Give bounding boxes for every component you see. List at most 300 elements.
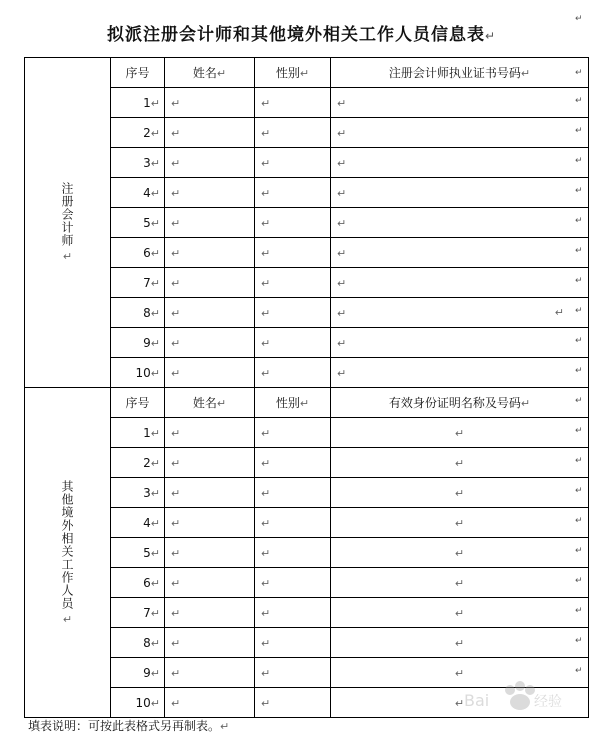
paragraph-mark-icon: ↵ [261, 216, 271, 230]
title-text: 拟派注册会计师和其他境外相关工作人员信息表 [106, 25, 485, 45]
empty-cell[interactable] [331, 238, 589, 268]
empty-cell[interactable] [165, 628, 255, 658]
cell-content [331, 96, 588, 110]
cell-content [331, 276, 588, 290]
cell-content [165, 156, 254, 170]
row-number: 8 [143, 305, 151, 320]
empty-cell[interactable] [255, 118, 331, 148]
paragraph-mark-icon: ↵ [261, 426, 271, 440]
row-number-cell [111, 208, 165, 238]
empty-cell[interactable] [165, 148, 255, 178]
paragraph-mark-icon: ↵ [261, 696, 271, 710]
row-number: 3 [143, 485, 151, 500]
row-number: 9 [143, 665, 151, 680]
cell-content [255, 696, 330, 710]
paragraph-mark-icon: ↵ [261, 246, 271, 260]
paragraph-mark-icon: ↵ [150, 516, 160, 530]
paragraph-mark-icon: ↵ [171, 696, 181, 710]
cell-content [255, 246, 330, 260]
empty-cell[interactable] [165, 208, 255, 238]
paragraph-mark-icon: ↵ [575, 126, 583, 136]
cell-content [165, 96, 254, 110]
paragraph-mark-icon: ↵ [575, 636, 583, 646]
page-title [0, 20, 603, 45]
paragraph-mark-icon: ↵ [454, 486, 465, 500]
section-label: 其他境外相关工作人员 [60, 479, 74, 610]
paragraph-mark-icon: ↵ [261, 336, 271, 350]
row-number-cell [111, 148, 165, 178]
cell-content [165, 426, 254, 440]
paragraph-mark-icon: ↵ [575, 396, 583, 406]
column-header [331, 388, 589, 418]
cell-content [165, 486, 254, 500]
cell-content [255, 366, 330, 380]
column-header [165, 388, 255, 418]
column-header [255, 388, 331, 418]
paragraph-mark-icon: ↵ [575, 486, 583, 496]
empty-cell[interactable] [331, 328, 589, 358]
paragraph-mark-icon: ↵ [337, 216, 347, 230]
paragraph-mark-icon: ↵ [575, 576, 583, 586]
column-header-label: 性别 [275, 396, 300, 410]
paragraph-mark-icon: ↵ [150, 276, 160, 290]
row-number: 2 [143, 125, 151, 140]
paragraph-mark-icon: ↵ [454, 666, 465, 680]
column-header-label: 序号 [125, 396, 150, 410]
empty-cell[interactable] [255, 298, 331, 328]
empty-cell[interactable] [165, 448, 255, 478]
empty-cell[interactable] [165, 568, 255, 598]
empty-cell[interactable] [331, 118, 589, 148]
empty-cell[interactable] [331, 268, 589, 298]
paragraph-mark-icon: ↵ [299, 67, 310, 80]
empty-cell[interactable] [255, 88, 331, 118]
empty-cell[interactable] [165, 238, 255, 268]
paragraph-mark-icon: ↵ [171, 186, 181, 200]
paragraph-mark-icon: ↵ [261, 126, 271, 140]
row-number-cell [111, 268, 165, 298]
paragraph-mark-icon: ↵ [150, 456, 160, 470]
paragraph-mark-icon: ↵ [575, 96, 583, 106]
cell-content [255, 606, 330, 620]
paragraph-mark-icon: ↵ [575, 306, 583, 316]
paragraph-mark-icon: ↵ [150, 606, 160, 620]
cell-content [165, 276, 254, 290]
cell-content [255, 336, 330, 350]
empty-cell[interactable] [255, 598, 331, 628]
row-number-cell [111, 238, 165, 268]
paragraph-mark-icon: ↵ [171, 486, 181, 500]
footer-text: 填表说明：可按此表格式另再制表。 [28, 719, 221, 733]
column-header [165, 58, 255, 88]
row-number: 6 [143, 245, 151, 260]
empty-cell[interactable] [331, 358, 589, 388]
paragraph-mark-icon: ↵ [171, 366, 181, 380]
row-number: 9 [143, 335, 151, 350]
svg-text:Bai: Bai [464, 691, 490, 710]
paragraph-mark-icon: ↵ [261, 186, 271, 200]
column-header-label: 注册会计师执业证书号码 [388, 66, 521, 80]
cell-content [331, 516, 588, 530]
paragraph-mark-icon: ↵ [454, 426, 465, 440]
cell-content [165, 696, 254, 710]
paragraph-mark-icon: ↵ [337, 366, 347, 380]
table-header-row [25, 58, 589, 88]
row-number-cell [111, 598, 165, 628]
cell-content [331, 606, 588, 620]
paragraph-mark-icon: ↵ [261, 96, 271, 110]
cell-content [165, 516, 254, 530]
empty-cell[interactable] [255, 268, 331, 298]
row-number-cell [111, 358, 165, 388]
column-header-label: 姓名 [192, 66, 217, 80]
empty-cell[interactable] [165, 268, 255, 298]
paragraph-mark-icon: ↵ [261, 486, 271, 500]
paragraph-mark-icon: ↵ [150, 426, 160, 440]
row-number: 4 [143, 185, 151, 200]
empty-cell[interactable] [331, 448, 589, 478]
empty-cell[interactable] [255, 508, 331, 538]
paragraph-mark-icon: ↵ [454, 576, 465, 590]
column-header-label: 姓名 [192, 396, 217, 410]
paragraph-mark-icon: ↵ [261, 666, 271, 680]
empty-cell[interactable] [331, 418, 589, 448]
row-number-cell [111, 478, 165, 508]
paragraph-mark-icon: ↵ [575, 14, 583, 24]
cell-content [165, 216, 254, 230]
row-number: 5 [143, 215, 151, 230]
empty-cell[interactable] [165, 688, 255, 718]
cell-content [165, 576, 254, 590]
row-number-cell [111, 658, 165, 688]
cell-content [255, 576, 330, 590]
paragraph-mark-icon: ↵ [171, 606, 181, 620]
row-number: 8 [143, 635, 151, 650]
empty-cell[interactable] [255, 358, 331, 388]
cell-content [255, 636, 330, 650]
cell-content [165, 186, 254, 200]
empty-cell[interactable] [255, 448, 331, 478]
row-number: 4 [143, 515, 151, 530]
row-number: 7 [143, 275, 151, 290]
empty-cell[interactable] [331, 598, 589, 628]
paragraph-mark-icon: ↵ [454, 606, 465, 620]
row-number-cell [111, 298, 165, 328]
paragraph-mark-icon: ↵ [171, 246, 181, 260]
paragraph-mark-icon: ↵ [575, 336, 583, 346]
empty-cell[interactable] [255, 178, 331, 208]
cell-content [255, 216, 330, 230]
row-number: 5 [143, 545, 151, 560]
cell-content [165, 606, 254, 620]
paragraph-mark-icon: ↵ [171, 666, 181, 680]
paragraph-mark-icon: ↵ [337, 126, 347, 140]
cell-content [255, 276, 330, 290]
paragraph-mark-icon: ↵ [150, 246, 160, 260]
row-number: 7 [143, 605, 151, 620]
cell-content [331, 246, 588, 260]
column-header [111, 58, 165, 88]
paragraph-mark-icon: ↵ [150, 156, 160, 170]
empty-cell[interactable] [331, 88, 589, 118]
paragraph-mark-icon: ↵ [150, 696, 160, 710]
empty-cell[interactable] [255, 328, 331, 358]
empty-cell[interactable] [331, 298, 589, 328]
paragraph-mark-icon: ↵ [150, 306, 160, 320]
paragraph-mark-icon: ↵ [575, 246, 583, 256]
cell-content [331, 366, 588, 380]
paragraph-mark-icon: ↵ [575, 426, 583, 436]
empty-cell[interactable] [255, 238, 331, 268]
cell-content [331, 426, 588, 440]
paragraph-mark-icon: ↵ [575, 156, 583, 166]
cell-content [165, 306, 254, 320]
paragraph-mark-icon: ↵ [575, 666, 583, 676]
paragraph-mark-icon: ↵ [216, 397, 227, 410]
row-number-cell [111, 688, 165, 718]
paragraph-mark-icon: ↵ [171, 426, 181, 440]
paragraph-mark-icon: ↵ [261, 606, 271, 620]
empty-cell[interactable] [165, 178, 255, 208]
empty-cell[interactable] [165, 118, 255, 148]
empty-cell[interactable] [255, 418, 331, 448]
paragraph-mark-icon: ↵ [150, 636, 160, 650]
paragraph-mark-icon: ↵ [337, 156, 347, 170]
cell-content [255, 426, 330, 440]
paragraph-mark-icon: ↵ [171, 276, 181, 290]
paragraph-mark-icon: ↵ [454, 546, 465, 560]
cell-content [165, 126, 254, 140]
paragraph-mark-icon: ↵ [62, 250, 73, 263]
cell-content [331, 186, 588, 200]
paragraph-mark-icon: ↵ [171, 456, 181, 470]
cell-content [165, 456, 254, 470]
row-number: 1 [143, 425, 151, 440]
paragraph-mark-icon: ↵ [171, 516, 181, 530]
empty-cell[interactable] [255, 568, 331, 598]
paragraph-mark-icon: ↵ [520, 67, 531, 80]
empty-cell[interactable] [331, 628, 589, 658]
empty-cell[interactable] [165, 88, 255, 118]
cell-content [331, 636, 588, 650]
cell-content [165, 666, 254, 680]
empty-cell[interactable] [165, 478, 255, 508]
paragraph-mark-icon: ↵ [261, 276, 271, 290]
paragraph-mark-icon: ↵ [575, 546, 583, 556]
row-number-cell [111, 448, 165, 478]
column-header-label: 性别 [275, 66, 300, 80]
cell-content [165, 636, 254, 650]
cell-content [331, 126, 588, 140]
paragraph-mark-icon: ↵ [337, 186, 347, 200]
cell-content [331, 156, 588, 170]
empty-cell[interactable] [331, 508, 589, 538]
paragraph-mark-icon: ↵ [150, 96, 160, 110]
cell-content [331, 546, 588, 560]
section-label: 注册会计师 [60, 182, 74, 247]
paragraph-mark-icon: ↵ [575, 68, 583, 78]
paragraph-mark-icon: ↵ [171, 156, 181, 170]
cell-content [165, 546, 254, 560]
cell-content [255, 96, 330, 110]
row-number-cell [111, 418, 165, 448]
right-margin-marks [575, 0, 585, 740]
paragraph-mark-icon: ↵ [454, 636, 465, 650]
cell-content [255, 186, 330, 200]
cell-content [165, 366, 254, 380]
cell-content [255, 546, 330, 560]
empty-cell[interactable] [165, 508, 255, 538]
empty-cell[interactable] [255, 688, 331, 718]
row-number-cell [111, 508, 165, 538]
paragraph-mark-icon: ↵ [171, 576, 181, 590]
paragraph-mark-icon: ↵ [171, 546, 181, 560]
empty-cell[interactable] [255, 478, 331, 508]
column-header [111, 388, 165, 418]
paragraph-mark-icon: ↵ [171, 636, 181, 650]
table-header-row [25, 388, 589, 418]
paragraph-mark-icon: ↵ [150, 576, 160, 590]
paragraph-mark-icon: ↵ [337, 306, 347, 320]
paragraph-mark-icon: ↵ [171, 216, 181, 230]
empty-cell[interactable] [165, 598, 255, 628]
empty-cell[interactable] [331, 208, 589, 238]
empty-cell[interactable] [255, 208, 331, 238]
cell-content [165, 336, 254, 350]
cell-content [331, 486, 588, 500]
paragraph-mark-icon: ↵ [337, 276, 347, 290]
cell-content [255, 126, 330, 140]
paragraph-mark-icon: ↵ [62, 612, 73, 626]
cell-content [331, 336, 588, 350]
paragraph-mark-icon: ↵ [575, 516, 583, 526]
paragraph-mark-icon: ↵ [337, 246, 347, 260]
info-table [24, 57, 589, 718]
paragraph-mark-icon: ↵ [261, 516, 271, 530]
row-number-cell [111, 118, 165, 148]
paragraph-mark-icon: ↵ [261, 636, 271, 650]
paragraph-mark-icon: ↵ [261, 546, 271, 560]
cell-content [255, 306, 330, 320]
paragraph-mark-icon: ↵ [454, 456, 465, 470]
paragraph-mark-icon: ↵ [150, 666, 160, 680]
paragraph-mark-icon: ↵ [337, 336, 347, 350]
paragraph-mark-icon: ↵ [261, 366, 271, 380]
cell-content [331, 456, 588, 470]
section-label-cell [25, 58, 111, 388]
paragraph-mark-icon: ↵ [575, 366, 583, 376]
empty-cell[interactable] [255, 628, 331, 658]
paragraph-mark-icon: ↵ [150, 216, 160, 230]
empty-cell[interactable] [331, 148, 589, 178]
row-number: 1 [143, 95, 151, 110]
empty-cell[interactable] [255, 148, 331, 178]
empty-cell[interactable] [165, 658, 255, 688]
paragraph-mark-icon: ↵ [171, 336, 181, 350]
cell-content [255, 666, 330, 680]
empty-cell[interactable] [331, 178, 589, 208]
row-number: 6 [143, 575, 151, 590]
empty-cell[interactable] [165, 358, 255, 388]
paragraph-mark-icon: ↵ [575, 456, 583, 466]
cell-content [255, 516, 330, 530]
row-number: 2 [143, 455, 151, 470]
watermark-logo [462, 676, 592, 720]
footer-note [28, 717, 229, 734]
svg-text:经验: 经验 [534, 694, 562, 710]
paragraph-mark-icon: ↵ [216, 67, 227, 80]
paragraph-mark-icon: ↵ [299, 397, 310, 410]
paragraph-mark-icon: ↵ [575, 186, 583, 196]
paragraph-mark-icon: ↵ [150, 126, 160, 140]
cell-content [255, 456, 330, 470]
row-number-cell [111, 538, 165, 568]
paragraph-mark-icon: ↵ [575, 216, 583, 226]
empty-cell[interactable] [165, 328, 255, 358]
paragraph-mark-icon: ↵ [337, 96, 347, 110]
paragraph-mark-icon: ↵ [171, 126, 181, 140]
paragraph-mark-icon: ↵ [150, 366, 160, 380]
paragraph-mark-icon: ↵ [171, 96, 181, 110]
cell-content [331, 306, 588, 320]
empty-cell[interactable] [165, 538, 255, 568]
paragraph-mark-icon: ↵ [261, 456, 271, 470]
paragraph-mark-icon: ↵ [520, 397, 531, 410]
paragraph-mark-icon: ↵ [150, 186, 160, 200]
paragraph-mark-icon: ↵ [220, 720, 230, 733]
row-number-cell [111, 178, 165, 208]
paragraph-mark-icon: ↵ [261, 576, 271, 590]
empty-cell[interactable] [331, 538, 589, 568]
empty-cell[interactable] [255, 538, 331, 568]
empty-cell[interactable] [165, 418, 255, 448]
paragraph-mark-icon: ↵ [575, 276, 583, 286]
empty-cell[interactable] [331, 568, 589, 598]
empty-cell[interactable] [165, 298, 255, 328]
column-header [331, 58, 589, 88]
paragraph-mark-icon: ↵ [150, 336, 160, 350]
paragraph-mark-icon: ↵ [150, 486, 160, 500]
paragraph-mark-icon: ↵ [484, 29, 497, 43]
cell-content [255, 486, 330, 500]
paragraph-mark-icon: ↵ [454, 696, 465, 710]
section-label-cell [25, 388, 111, 718]
paragraph-mark-icon: ↵ [261, 156, 271, 170]
row-number-cell [111, 568, 165, 598]
cell-content [255, 156, 330, 170]
empty-cell[interactable] [331, 478, 589, 508]
paragraph-mark-icon: ↵ [261, 306, 271, 320]
cell-content [331, 576, 588, 590]
row-number-cell [111, 88, 165, 118]
cell-content [331, 216, 588, 230]
empty-cell[interactable] [255, 658, 331, 688]
paragraph-mark-icon: ↵ [150, 546, 160, 560]
column-header [255, 58, 331, 88]
row-number: 10 [135, 365, 151, 380]
row-number-cell [111, 628, 165, 658]
paragraph-mark-icon: ↵ [454, 516, 465, 530]
paragraph-mark-icon: ↵ [575, 606, 583, 616]
cell-content [165, 246, 254, 260]
paragraph-mark-icon: ↵ [171, 306, 181, 320]
row-number: 10 [135, 695, 151, 710]
column-header-label: 有效身份证明名称及号码 [388, 396, 521, 410]
column-header-label: 序号 [125, 66, 150, 80]
row-number: 3 [143, 155, 151, 170]
row-number-cell [111, 328, 165, 358]
paragraph-mark-icon: ↵ [554, 305, 564, 319]
